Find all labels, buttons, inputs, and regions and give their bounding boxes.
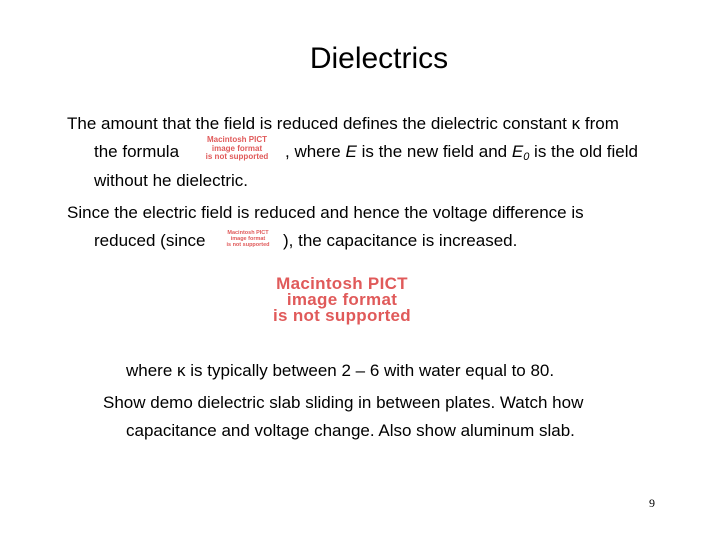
pict-placeholder-formula-2: Macintosh PICT image format is not supported	[214, 230, 282, 248]
para1-line3: without he dielectric.	[94, 171, 249, 190]
pict-placeholder-formula-1: Macintosh PICT image format is not supported	[203, 134, 271, 164]
symbol-E: E	[345, 142, 357, 161]
para2-line2-end: ), the capacitance is increased.	[283, 231, 518, 250]
page-number: 9	[649, 496, 655, 510]
slide-title: Dielectrics	[309, 42, 449, 75]
kappa-symbol: κ	[177, 361, 186, 380]
para1-line1-end: from	[584, 114, 619, 133]
para2-line1: Since the electric field is reduced and hence the voltage difference is	[67, 203, 584, 222]
para1-line1-text: The amount that the field is reduced defines the dielectric constant	[67, 114, 567, 133]
symbol-E0: $E_0$	[511, 142, 530, 163]
para1-line2-rest: , where E is the new field and $E_0$ is the old field	[285, 142, 638, 163]
para4-line2: capacitance and voltage change. Also show aluminum slab.	[126, 421, 575, 440]
kappa-symbol: κ	[571, 114, 581, 133]
para2-line2-start: reduced (since	[94, 231, 206, 250]
para1-line2-start: the formula	[94, 142, 180, 161]
pict-placeholder-formula-3: Macintosh PICT image format is not supported	[240, 274, 444, 326]
para1-line1	[67, 114, 619, 134]
para3: where κ is typically between 2 – 6 with water equal to 80.	[126, 361, 555, 380]
para4-line1: Show demo dielectric slab sliding in between plates. Watch how	[103, 393, 584, 412]
